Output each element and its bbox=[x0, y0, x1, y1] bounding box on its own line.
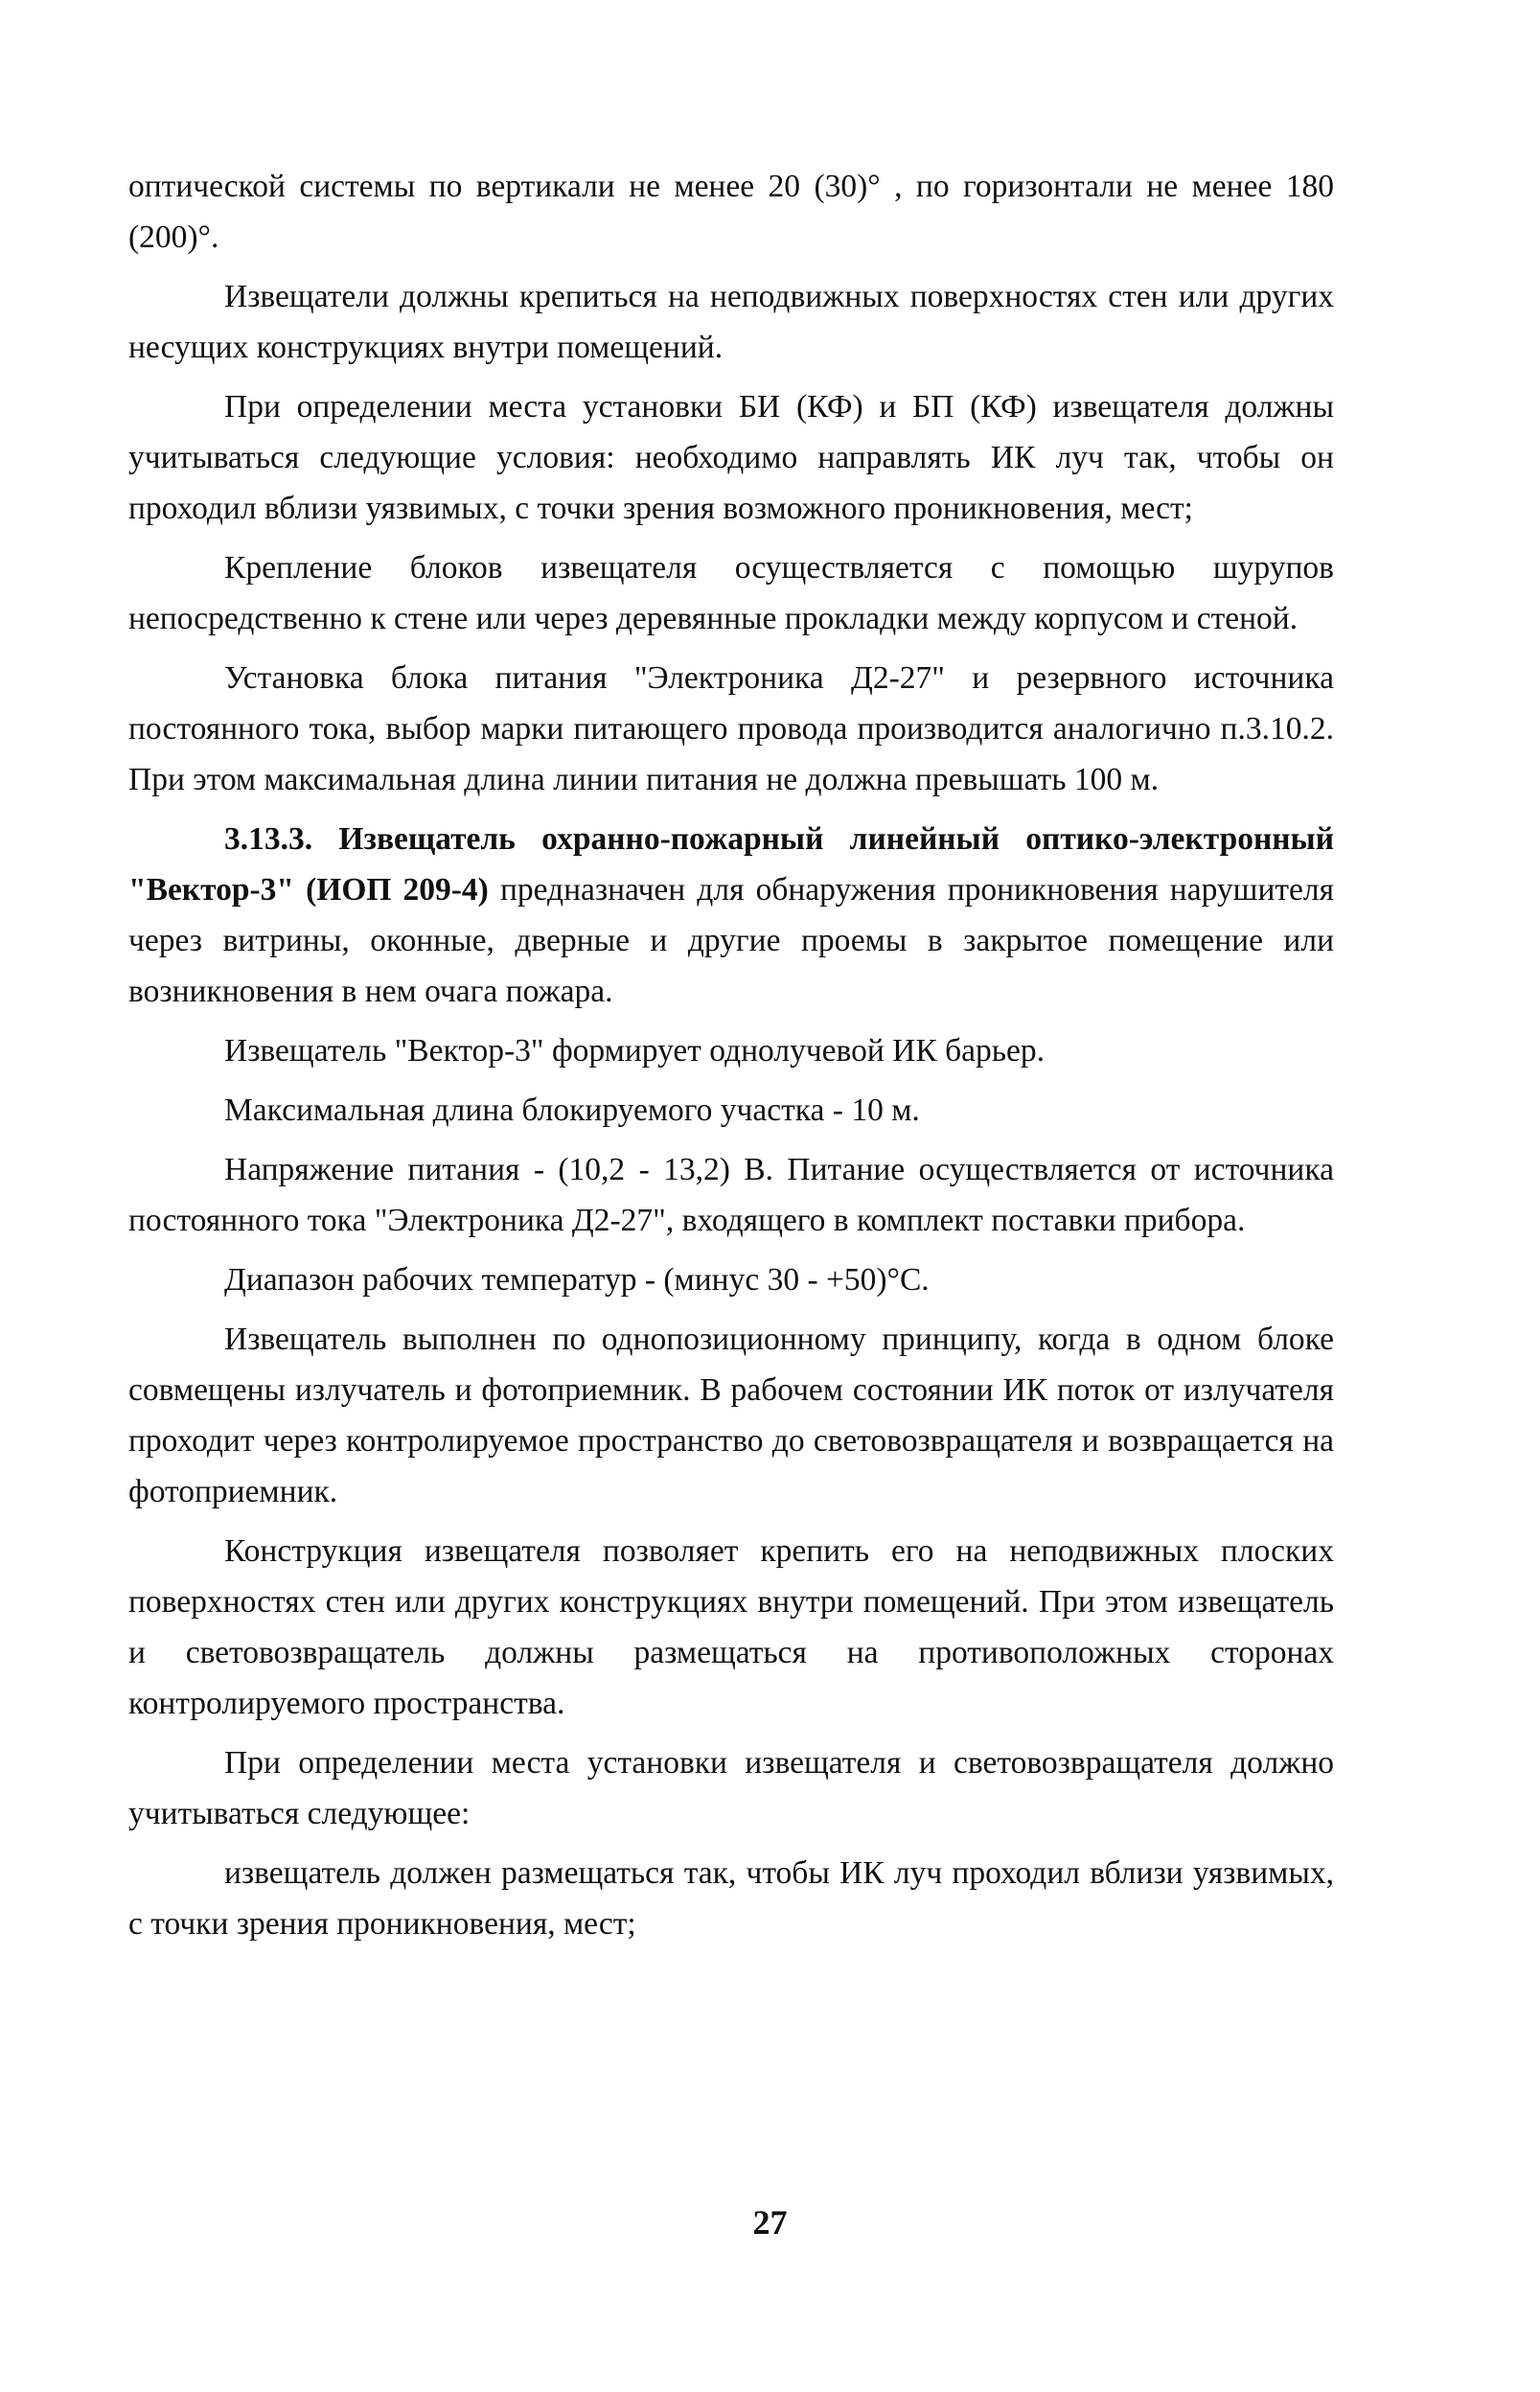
paragraph: Диапазон рабочих температур - (минус 30 - +50)°С. bbox=[224, 1262, 930, 1298]
section-paragraph bbox=[128, 814, 1334, 1017]
paragraph: извещатель должен размещаться так, чтобы ИК луч проходил вблизи уязвимых, с точки зрения проникновения, мест; bbox=[128, 1855, 1334, 1942]
paragraph: При определении места установки БИ (КФ) и БП (КФ) извещателя должны учитываться следующие условия: необходимо направлять ИК луч так, чтобы он проходил вблизи уязвимых, с точки зрения возможного проникновения, мест; bbox=[128, 389, 1334, 526]
paragraph: Извещатель выполнен по однопозиционному принципу, когда в одном блоке совмещены излучатель и фотоприемник. В рабочем состоянии ИК поток от излучателя проходит через контролируемое пространство до световозвращателя и возвращается на фотоприемник. bbox=[128, 1322, 1334, 1509]
paragraph: Установка блока питания "Электроника Д2-27" и резервного источника постоянного тока, выбор марки питающего провода производится аналогично п.3.10.2. При этом максимальная длина линии питания не должна превышать 100 м. bbox=[128, 660, 1334, 797]
paragraph: оптической системы по вертикали не менее 20 (30)° , по горизонтали не менее 180 (200)°. bbox=[128, 169, 1334, 255]
paragraph: Извещатель "Вектор-3" формирует однолучевой ИК барьер. bbox=[224, 1033, 1046, 1069]
page-number: 27 bbox=[752, 2203, 788, 2242]
section-text: предназначен для обнаружения проникновения нарушителя через витрины, оконные, дверные и другие проемы в закрытое помещение или возникновения в нем очага пожара. bbox=[128, 872, 1335, 1009]
paragraph: При определении места установки извещателя и световозвращателя должно учитываться следующее: bbox=[128, 1745, 1334, 1831]
paragraph: Напряжение питания - (10,2 - 13,2) В. Питание осуществляется от источника постоянного тока "Электроника Д2-27", входящего в комплект поставки прибора. bbox=[128, 1152, 1334, 1238]
paragraph: Крепление блоков извещателя осуществляется с помощью шурупов непосредственно к стене или через деревянные прокладки между корпусом и стеной. bbox=[128, 550, 1334, 636]
paragraph: Конструкция извещателя позволяет крепить его на неподвижных плоских поверхностях стен или других конструкциях внутри помещений. При этом извещатель и световозвращатель должны размещаться на противоположных сторонах контролируемого пространства. bbox=[128, 1533, 1334, 1721]
page-body bbox=[128, 161, 1334, 1958]
section-number: 3.13.3. bbox=[224, 821, 313, 857]
paragraph: Максимальная длина блокируемого участка - 10 м. bbox=[224, 1092, 920, 1128]
paragraph: Извещатели должны крепиться на неподвижных поверхностях стен или других несущих конструкциях внутри помещений. bbox=[128, 279, 1334, 365]
section-title: Извещатель охранно-пожарный линейный оптико-электронный "Вектор-3" (ИОП 209-4) bbox=[128, 821, 1335, 908]
